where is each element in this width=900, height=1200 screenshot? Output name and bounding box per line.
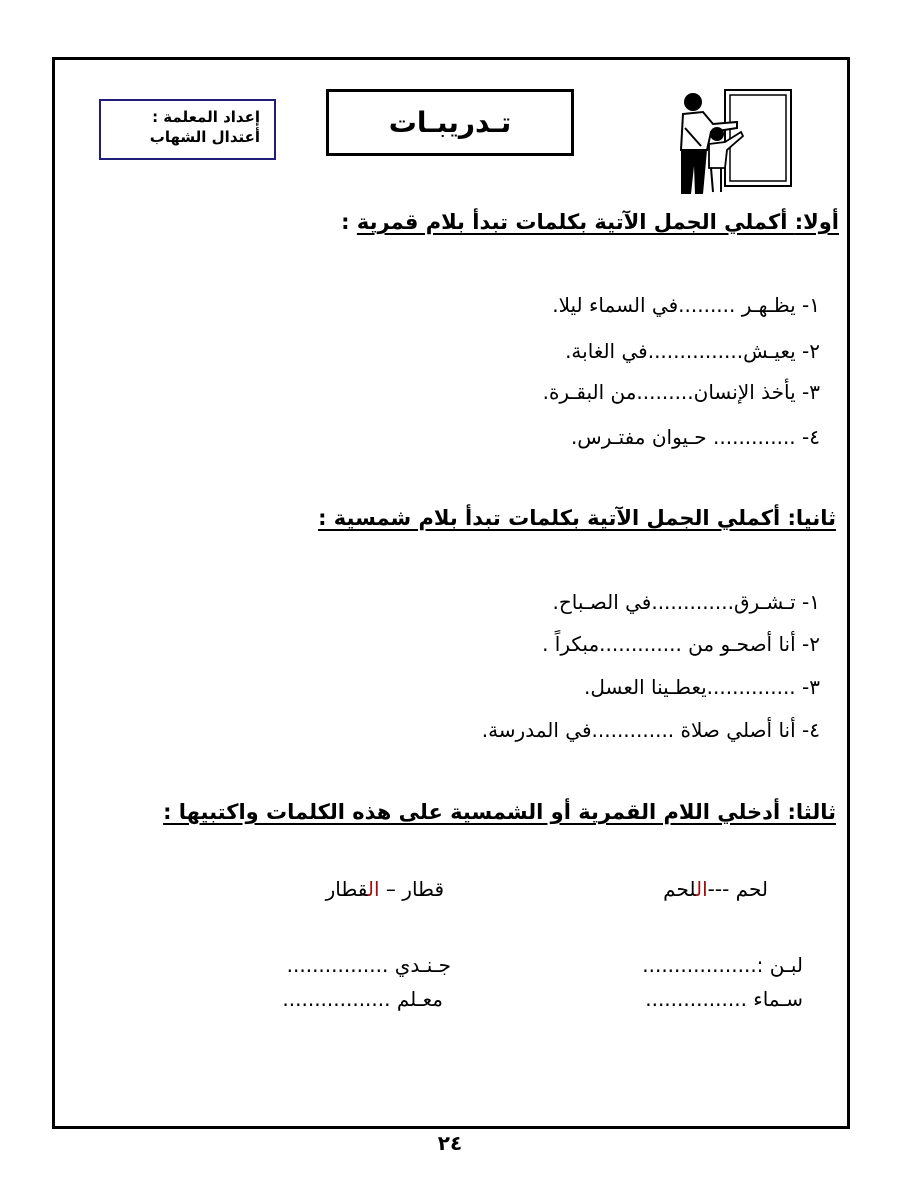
section3-label: ثالثا: [787, 800, 836, 824]
section2-item-4: ٤- أنا أصلي صلاة .............في المدرسة. [481, 718, 820, 742]
section1-item-4: ٤- ............. حـيوان مفتـرس. [570, 425, 820, 449]
section1-item-3: ٣- يأخذ الإنسان.........من البقـرة. [542, 380, 820, 404]
page-number: ٢٤ [437, 1131, 463, 1155]
section3-heading-text: أدخلي اللام القمرية أو الشمسية على هذه الكلمات واكتبيها : [163, 800, 788, 824]
example-1 [663, 877, 768, 901]
example-2 [326, 877, 444, 901]
example-2-dash: – [379, 877, 403, 901]
example-2-rest: قطار [325, 877, 368, 901]
page-title [326, 89, 574, 156]
author-box [99, 99, 276, 160]
section3-heading [163, 800, 836, 824]
section2-item-2: ٢- أنا أصحـو من .............مبكراً . [542, 632, 820, 656]
example-2-word: قطار [402, 877, 444, 901]
section2-heading-text: أكملي الجمل الآتية بكلمات تبدأ بلام شمسية : [318, 506, 788, 530]
page-title-text: تـدريبـات [388, 106, 512, 139]
section1-item-1: ١- يظـهـر .........في السماء ليلا. [552, 293, 820, 317]
example-2-prefix: ال [367, 877, 380, 901]
author-name: أعتدال الشهاب [149, 128, 260, 146]
example-1-word: لحم [735, 877, 768, 901]
section1-colon: : [341, 210, 357, 234]
exercise-item-4: معـلم ................. [282, 987, 443, 1011]
section1-heading [341, 210, 839, 234]
example-1-prefix: ال [696, 877, 708, 901]
exercise-item-2: جـنـدي ................ [286, 953, 451, 977]
exercise-item-3: سـماء ................ [645, 987, 803, 1011]
section2-item-3: ٣- ..............يعطـينا العسل. [584, 675, 820, 699]
exercise-item-1: لبـن :.................. [642, 953, 803, 977]
section2-label: ثانيا: [787, 506, 836, 530]
section2-heading [318, 506, 836, 530]
example-1-dash: --- [707, 877, 736, 901]
example-1-rest: لحم [663, 877, 696, 901]
section1-label: أولا: [794, 210, 839, 234]
section1-item-2: ٢- يعيـش...............في الغابة. [565, 339, 820, 363]
teacher-student-blackboard-icon [655, 88, 795, 196]
author-label: إعداد المعلمة : [152, 108, 260, 126]
section2-item-1: ١- تـشـرق.............في الصـباح. [552, 590, 820, 614]
section1-heading-text: أكملي الجمل الآتية بكلمات تبدأ بلام قمرية [356, 210, 795, 234]
